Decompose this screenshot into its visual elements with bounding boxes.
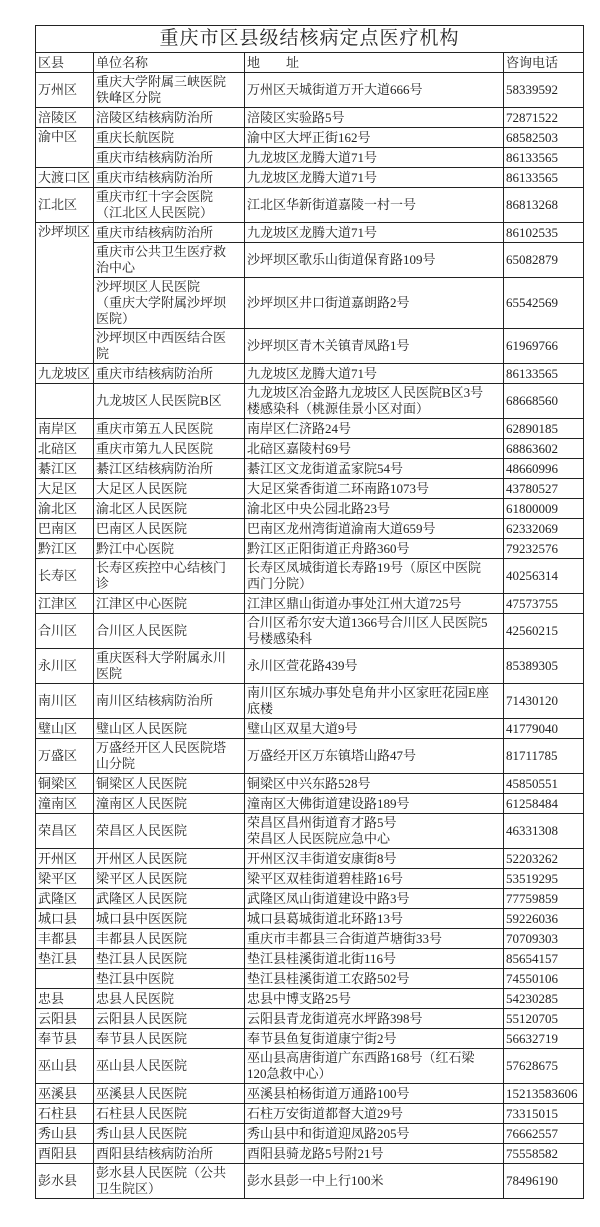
table-row: [36, 614, 584, 649]
facility-name-cell: 重庆长航医院: [94, 128, 245, 148]
phone-cell: 81711785: [504, 739, 584, 774]
address-cell: 巫山县高唐街道广东西路168号（红石梁 120急救中心）: [245, 1049, 504, 1084]
district-cell: 巴南区: [36, 519, 94, 539]
table-row: [36, 1104, 584, 1124]
table-row: [36, 814, 584, 849]
facility-name-cell: 奉节县人民医院: [94, 1029, 245, 1049]
address-cell: 秀山县中和街道迎凤路205号: [245, 1124, 504, 1144]
district-cell: 垫江县: [36, 949, 94, 969]
table-row: [36, 364, 584, 384]
table-row: [36, 1164, 584, 1199]
table-row: [36, 594, 584, 614]
header-address: 地 址: [245, 53, 504, 73]
address-cell: 铜梁区中兴东路528号: [245, 774, 504, 794]
address-cell: 沙坪坝区青木关镇青凤路1号: [245, 329, 504, 364]
district-cell: 万州区: [36, 73, 94, 108]
district-cell: 潼南区: [36, 794, 94, 814]
table-row: [36, 719, 584, 739]
facility-name-cell: 重庆市结核病防治所: [94, 168, 245, 188]
phone-cell: 57628675: [504, 1049, 584, 1084]
address-cell: 涪陵区实验路5号: [245, 108, 504, 128]
tb-facilities-table: [35, 25, 584, 1199]
address-cell: 荣昌区昌州街道育才路5号 荣昌区人民医院应急中心: [245, 814, 504, 849]
table-row: [36, 168, 584, 188]
phone-cell: 79232576: [504, 539, 584, 559]
phone-cell: 40256314: [504, 559, 584, 594]
phone-cell: 68863602: [504, 439, 584, 459]
facility-name-cell: 酉阳县结核病防治所: [94, 1144, 245, 1164]
facility-name-cell: 重庆市结核病防治所: [94, 223, 245, 243]
district-cell: 綦江区: [36, 459, 94, 479]
phone-cell: 62890185: [504, 419, 584, 439]
address-cell: 江津区鼎山街道办事处江州大道725号: [245, 594, 504, 614]
address-cell: 九龙坡区龙腾大道71号: [245, 168, 504, 188]
address-cell: 巴南区龙州湾街道渝南大道659号: [245, 519, 504, 539]
facility-name-cell: 江津区中心医院: [94, 594, 245, 614]
phone-cell: 68582503: [504, 128, 584, 148]
table-row: [36, 499, 584, 519]
facility-name-cell: 重庆市公共卫生医疗救 治中心: [94, 243, 245, 278]
table-row: [36, 108, 584, 128]
table-row: [36, 243, 584, 278]
address-cell: 奉节县鱼复街道康宁街2号: [245, 1029, 504, 1049]
table-row: [36, 539, 584, 559]
district-cell: 铜梁区: [36, 774, 94, 794]
facility-name-cell: 梁平区人民医院: [94, 869, 245, 889]
address-cell: 万州区天城街道万开大道666号: [245, 73, 504, 108]
facility-name-cell: 璧山区人民医院: [94, 719, 245, 739]
phone-cell: 62332069: [504, 519, 584, 539]
phone-cell: 85389305: [504, 649, 584, 684]
phone-cell: 48660996: [504, 459, 584, 479]
district-cell: 大渡口区: [36, 168, 94, 188]
district-cell: 黔江区: [36, 539, 94, 559]
table-row: [36, 278, 584, 329]
phone-cell: 86133565: [504, 148, 584, 168]
facility-name-cell: 巫溪县人民医院: [94, 1084, 245, 1104]
district-cell: 南川区: [36, 684, 94, 719]
phone-cell: 54230285: [504, 989, 584, 1009]
address-cell: 南岸区仁济路24号: [245, 419, 504, 439]
phone-cell: 55120705: [504, 1009, 584, 1029]
phone-cell: 47573755: [504, 594, 584, 614]
table-row: [36, 1124, 584, 1144]
phone-cell: 61969766: [504, 329, 584, 364]
phone-cell: 61258484: [504, 794, 584, 814]
address-cell: 黔江区正阳街道正舟路360号: [245, 539, 504, 559]
table-row: [36, 419, 584, 439]
table-row: [36, 459, 584, 479]
address-cell: 石柱万安街道都督大道29号: [245, 1104, 504, 1124]
table-row: [36, 794, 584, 814]
district-cell: 奉节县: [36, 1029, 94, 1049]
facility-name-cell: 大足区人民医院: [94, 479, 245, 499]
phone-cell: 68668560: [504, 384, 584, 419]
phone-cell: 86133565: [504, 168, 584, 188]
address-cell: 渝中区大坪正街162号: [245, 128, 504, 148]
table-header-row: [36, 53, 584, 73]
facility-name-cell: 彭水县人民医院（公共 卫生院区）: [94, 1164, 245, 1199]
address-cell: 沙坪坝区井口街道嘉朗路2号: [245, 278, 504, 329]
table-row: [36, 909, 584, 929]
district-cell: 武隆区: [36, 889, 94, 909]
facility-name-cell: 南川区结核病防治所: [94, 684, 245, 719]
facility-name-cell: 丰都县人民医院: [94, 929, 245, 949]
facility-name-cell: 重庆市结核病防治所: [94, 364, 245, 384]
phone-cell: 61800009: [504, 499, 584, 519]
facility-name-cell: 潼南区人民医院: [94, 794, 245, 814]
table-row: [36, 479, 584, 499]
table-row: [36, 849, 584, 869]
phone-cell: 86102535: [504, 223, 584, 243]
district-cell: 巫山县: [36, 1049, 94, 1084]
district-cell: [36, 384, 94, 419]
district-cell: 北碚区: [36, 439, 94, 459]
district-cell: 江津区: [36, 594, 94, 614]
phone-cell: 71430120: [504, 684, 584, 719]
facility-name-cell: 万盛经开区人民医院塔 山分院: [94, 739, 245, 774]
header-district: 区县: [36, 53, 94, 73]
phone-cell: 86133565: [504, 364, 584, 384]
facility-name-cell: 开州区人民医院: [94, 849, 245, 869]
district-cell: 秀山县: [36, 1124, 94, 1144]
facility-name-cell: 綦江区结核病防治所: [94, 459, 245, 479]
address-cell: 九龙坡区龙腾大道71号: [245, 223, 504, 243]
table-row: [36, 329, 584, 364]
phone-cell: 75558582: [504, 1144, 584, 1164]
phone-cell: 43780527: [504, 479, 584, 499]
facility-name-cell: 合川区人民医院: [94, 614, 245, 649]
table-row: [36, 559, 584, 594]
address-cell: 璧山区双星大道9号: [245, 719, 504, 739]
table-row: [36, 439, 584, 459]
address-cell: 梁平区双桂街道碧桂路16号: [245, 869, 504, 889]
facility-name-cell: 涪陵区结核病防治所: [94, 108, 245, 128]
district-cell: 彭水县: [36, 1164, 94, 1199]
address-cell: 重庆市丰都县三合街道芦塘街33号: [245, 929, 504, 949]
district-cell: 梁平区: [36, 869, 94, 889]
address-cell: 忠县中博支路25号: [245, 989, 504, 1009]
phone-cell: 42560215: [504, 614, 584, 649]
facility-name-cell: 重庆市结核病防治所: [94, 148, 245, 168]
table-row: [36, 929, 584, 949]
facility-name-cell: 沙坪坝区人民医院 （重庆大学附属沙坪坝 医院）: [94, 278, 245, 329]
address-cell: 酉阳县骑龙路5号附21号: [245, 1144, 504, 1164]
district-cell: 璧山区: [36, 719, 94, 739]
address-cell: 九龙坡区龙腾大道71号: [245, 364, 504, 384]
district-cell: 合川区: [36, 614, 94, 649]
facility-name-cell: 渝北区人民医院: [94, 499, 245, 519]
facility-name-cell: 武隆区人民医院: [94, 889, 245, 909]
address-cell: 綦江区文龙街道孟家院54号: [245, 459, 504, 479]
header-name: 单位名称: [94, 53, 245, 73]
district-cell: 忠县: [36, 989, 94, 1009]
table-row: [36, 949, 584, 969]
phone-cell: 45850551: [504, 774, 584, 794]
address-cell: 北碚区嘉陵村69号: [245, 439, 504, 459]
phone-cell: 77759859: [504, 889, 584, 909]
address-cell: 沙坪坝区歌乐山街道保育路109号: [245, 243, 504, 278]
district-cell: 酉阳县: [36, 1144, 94, 1164]
phone-cell: 58339592: [504, 73, 584, 108]
district-cell: 渝北区: [36, 499, 94, 519]
header-phone: 咨询电话: [504, 53, 584, 73]
district-cell: 云阳县: [36, 1009, 94, 1029]
table-title: 重庆市区县级结核病定点医疗机构: [36, 26, 584, 53]
table-row: [36, 384, 584, 419]
address-cell: 长寿区凤城街道长寿路19号（原区中医院 西门分院）: [245, 559, 504, 594]
district-cell: 万盛区: [36, 739, 94, 774]
facility-name-cell: 石柱县人民医院: [94, 1104, 245, 1124]
phone-cell: 74550106: [504, 969, 584, 989]
phone-cell: 56632719: [504, 1029, 584, 1049]
address-cell: 垫江县桂溪街道工农路502号: [245, 969, 504, 989]
district-cell: 石柱县: [36, 1104, 94, 1124]
facility-name-cell: 垫江县中医院: [94, 969, 245, 989]
table-row: [36, 128, 584, 148]
phone-cell: 41779040: [504, 719, 584, 739]
table-row: [36, 989, 584, 1009]
facility-name-cell: 重庆大学附属三峡医院 铁峰区分院: [94, 73, 245, 108]
phone-cell: 73315015: [504, 1104, 584, 1124]
facility-name-cell: 重庆医科大学附属永川 医院: [94, 649, 245, 684]
address-cell: 万盛经开区万东镇塔山路47号: [245, 739, 504, 774]
facility-name-cell: 铜梁区人民医院: [94, 774, 245, 794]
facility-name-cell: 长寿区疾控中心结核门 诊: [94, 559, 245, 594]
table-row: [36, 969, 584, 989]
phone-cell: 86813268: [504, 188, 584, 223]
district-cell: 南岸区: [36, 419, 94, 439]
district-cell: 大足区: [36, 479, 94, 499]
table-row: [36, 684, 584, 719]
phone-cell: 76662557: [504, 1124, 584, 1144]
table-row: [36, 519, 584, 539]
facility-name-cell: 城口县中医医院: [94, 909, 245, 929]
phone-cell: 53519295: [504, 869, 584, 889]
district-cell: 长寿区: [36, 559, 94, 594]
address-cell: 潼南区大佛街道建设路189号: [245, 794, 504, 814]
phone-cell: 59226036: [504, 909, 584, 929]
address-cell: 九龙坡区龙腾大道71号: [245, 148, 504, 168]
phone-cell: 65542569: [504, 278, 584, 329]
facility-name-cell: 沙坪坝区中西医结合医 院: [94, 329, 245, 364]
address-cell: 彭水县彭一中上行100米: [245, 1164, 504, 1199]
table-title-row: [36, 26, 584, 53]
phone-cell: 65082879: [504, 243, 584, 278]
facility-name-cell: 重庆市第九人民医院: [94, 439, 245, 459]
phone-cell: 78496190: [504, 1164, 584, 1199]
address-cell: 巫溪县柏杨街道万通路100号: [245, 1084, 504, 1104]
table-row: [36, 889, 584, 909]
address-cell: 云阳县青龙街道亮水坪路398号: [245, 1009, 504, 1029]
address-cell: 垫江县桂溪街道北街116号: [245, 949, 504, 969]
district-cell: 江北区: [36, 188, 94, 223]
address-cell: 江北区华新街道嘉陵一村一号: [245, 188, 504, 223]
address-cell: 九龙坡区冶金路九龙坡区人民医院B区3号 楼感染科（桃源佳景小区对面）: [245, 384, 504, 419]
facility-name-cell: 九龙坡区人民医院B区: [94, 384, 245, 419]
table-row: [36, 223, 584, 243]
facility-name-cell: 荣昌区人民医院: [94, 814, 245, 849]
table-row: [36, 649, 584, 684]
address-cell: 合川区希尔安大道1366号合川区人民医院5 号楼感染科: [245, 614, 504, 649]
address-cell: 渝北区中央公园北路23号: [245, 499, 504, 519]
district-cell: 荣昌区: [36, 814, 94, 849]
address-cell: 武隆区凤山街道建设中路3号: [245, 889, 504, 909]
table-row: [36, 1144, 584, 1164]
table-row: [36, 1049, 584, 1084]
table-row: [36, 148, 584, 168]
district-cell: 丰都县: [36, 929, 94, 949]
facility-name-cell: 巫山县人民医院: [94, 1049, 245, 1084]
facility-name-cell: 垫江县人民医院: [94, 949, 245, 969]
phone-cell: 52203262: [504, 849, 584, 869]
district-cell: 九龙坡区: [36, 364, 94, 384]
district-cell: 城口县: [36, 909, 94, 929]
district-cell: 渝中区: [36, 128, 94, 168]
phone-cell: 15213583606: [504, 1084, 584, 1104]
district-cell: 永川区: [36, 649, 94, 684]
district-cell: 涪陵区: [36, 108, 94, 128]
facility-name-cell: 忠县人民医院: [94, 989, 245, 1009]
address-cell: 永川区萱花路439号: [245, 649, 504, 684]
address-cell: 开州区汉丰街道安康街8号: [245, 849, 504, 869]
phone-cell: 85654157: [504, 949, 584, 969]
table-row: [36, 73, 584, 108]
facility-name-cell: 重庆市第五人民医院: [94, 419, 245, 439]
table-row: [36, 869, 584, 889]
address-cell: 大足区棠香街道二环南路1073号: [245, 479, 504, 499]
table-row: [36, 774, 584, 794]
table-row: [36, 1009, 584, 1029]
district-cell: 巫溪县: [36, 1084, 94, 1104]
table-row: [36, 1029, 584, 1049]
district-cell: 开州区: [36, 849, 94, 869]
district-cell: 沙坪坝区: [36, 223, 94, 364]
facility-name-cell: 秀山县人民医院: [94, 1124, 245, 1144]
facility-name-cell: 云阳县人民医院: [94, 1009, 245, 1029]
address-cell: 城口县葛城街道北环路13号: [245, 909, 504, 929]
facility-name-cell: 重庆市红十字会医院 （江北区人民医院）: [94, 188, 245, 223]
table-row: [36, 188, 584, 223]
address-cell: 南川区东城办事处皂角井小区家旺花园E座 底楼: [245, 684, 504, 719]
table-row: [36, 739, 584, 774]
facility-name-cell: 黔江中心医院: [94, 539, 245, 559]
phone-cell: 70709303: [504, 929, 584, 949]
facility-name-cell: 巴南区人民医院: [94, 519, 245, 539]
phone-cell: 46331308: [504, 814, 584, 849]
phone-cell: 72871522: [504, 108, 584, 128]
district-cell: [36, 969, 94, 989]
table-row: [36, 1084, 584, 1104]
